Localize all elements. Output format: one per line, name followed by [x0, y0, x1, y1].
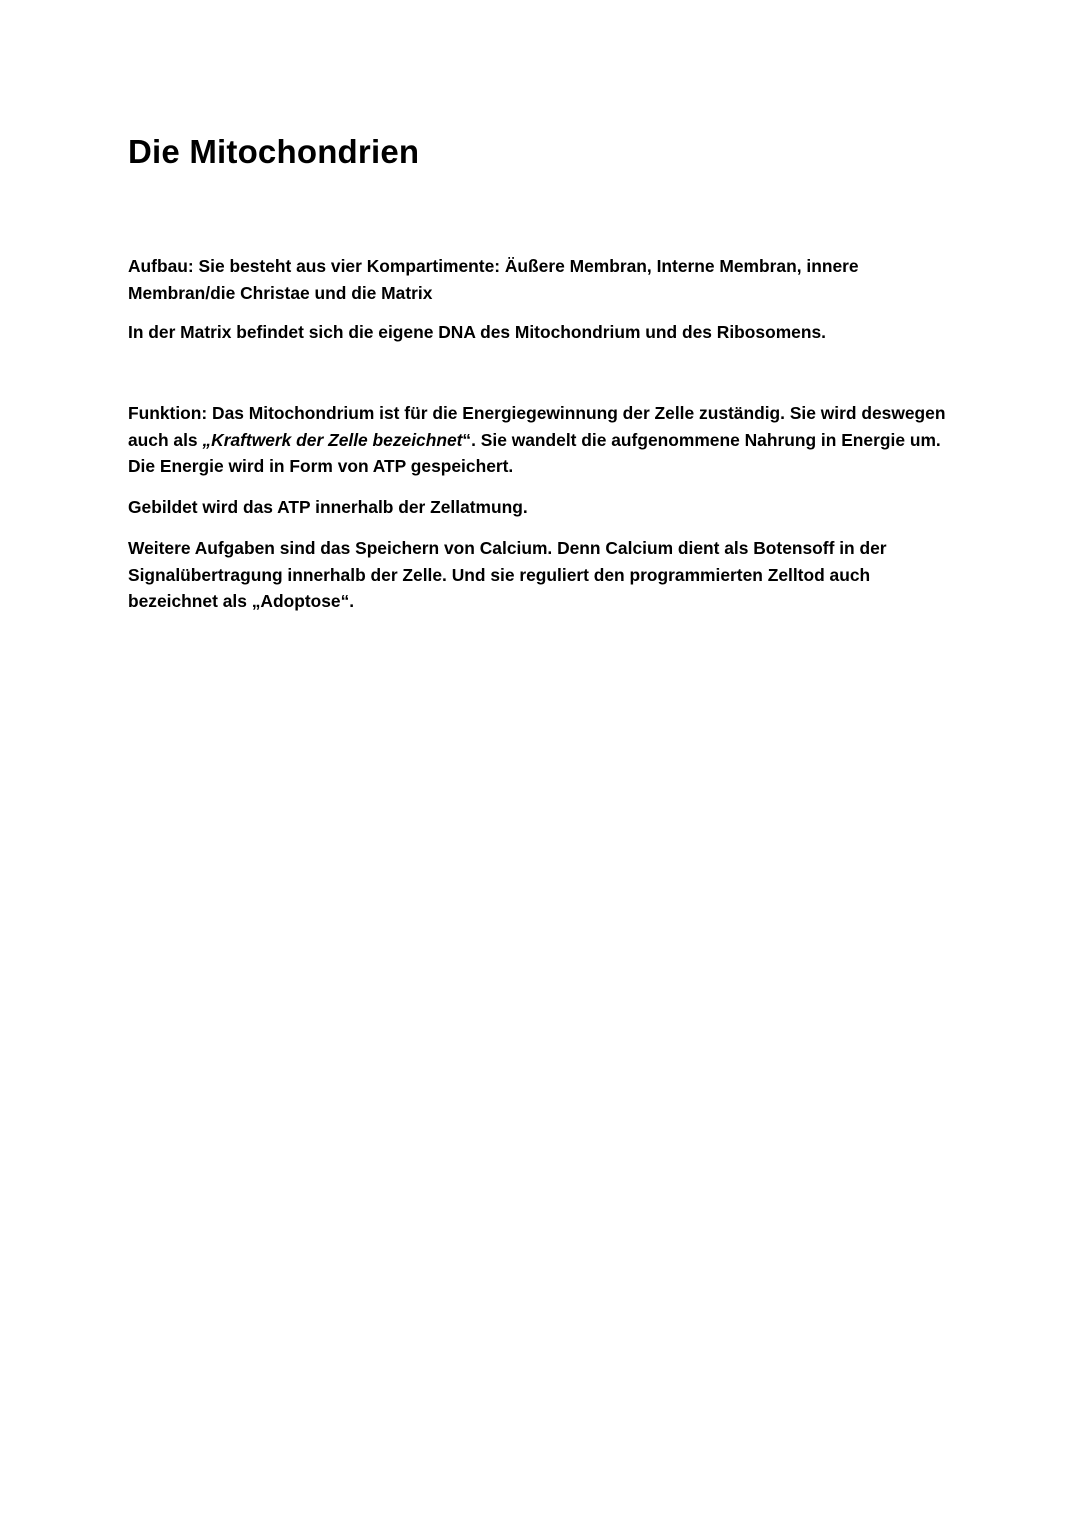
gebildet-line: Gebildet wird das ATP innerhalb der Zellatmung. — [128, 497, 528, 517]
kraftwerk-quote: „Kraftwerk der Zelle bezeichnet — [202, 429, 463, 450]
weitere-line-1: Weitere Aufgaben sind das Speichern von Calcium. Denn Calcium dient als Botensoff in der — [128, 538, 887, 558]
funktion-paragraph — [128, 400, 958, 480]
funktion-line-2 — [128, 427, 958, 454]
aufbau-line-1: Aufbau: Sie besteht aus vier Kompartimente: Äußere Membran, Interne Membran, innere — [128, 256, 859, 276]
weitere-line-3: bezeichnet als „Adoptose“. — [128, 591, 355, 611]
gebildet-paragraph — [128, 494, 958, 521]
funktion-line-2-suffix: “. Sie wandelt die aufgenommene Nahrung in Energie um. — [462, 429, 941, 450]
aufbau-line-2: Membran/die Christae und die Matrix — [128, 282, 433, 303]
weitere-paragraph — [128, 535, 958, 615]
funktion-line-3: Die Energie wird in Form von ATP gespeichert. — [128, 456, 514, 476]
aufbau-paragraph — [128, 253, 958, 306]
funktion-line-1: Funktion: Das Mitochondrium ist für die Energiegewinnung der Zelle zuständig. Sie wird deswegen — [128, 403, 946, 423]
funktion-line-2-prefix: auch als — [128, 429, 203, 450]
matrix-line: In der Matrix befindet sich die eigene DNA des Mitochondrium und des Ribosomens. — [128, 322, 826, 342]
weitere-line-2: Signalübertragung innerhalb der Zelle. Und sie reguliert den programmierten Zelltod auch — [128, 564, 871, 585]
page-title: Die Mitochondrien — [128, 133, 420, 170]
matrix-paragraph — [128, 319, 958, 346]
